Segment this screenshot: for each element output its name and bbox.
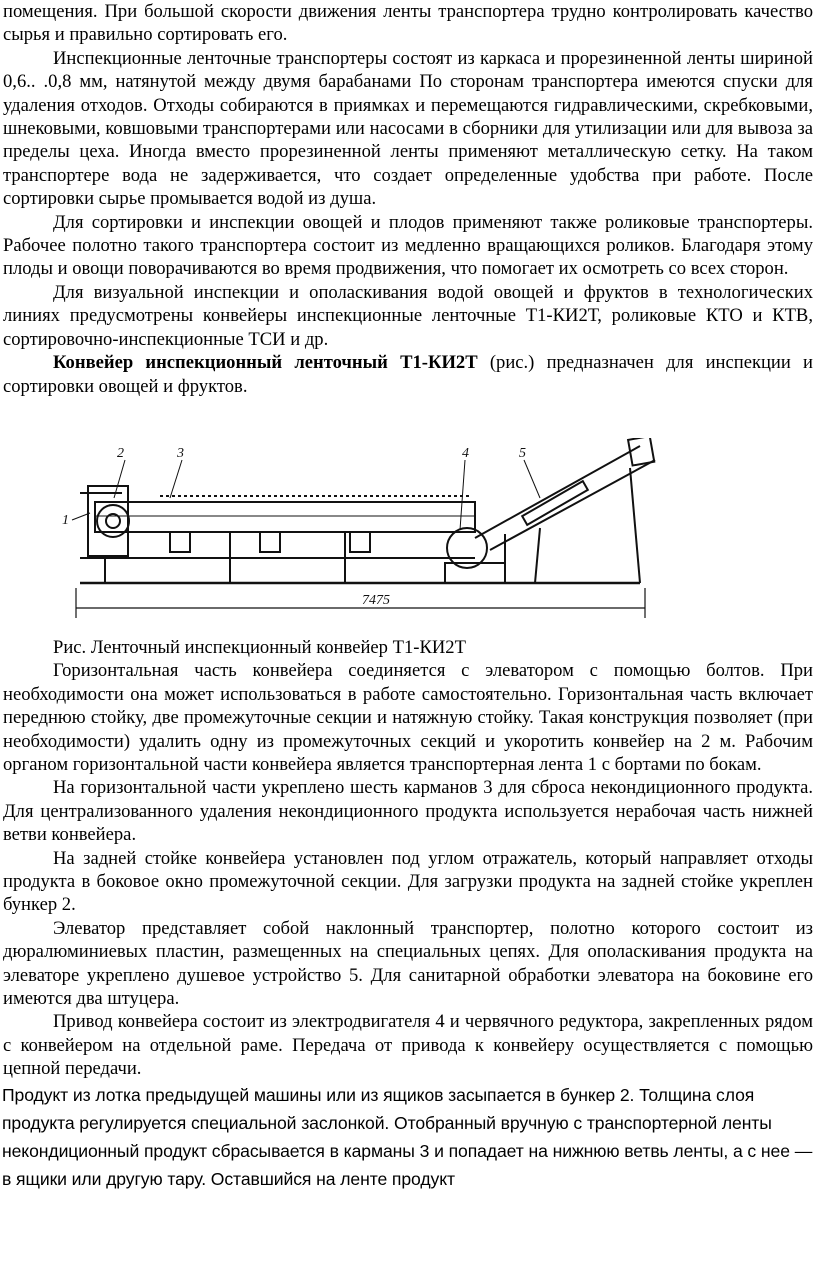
device-name: Конвейер инспекционный ленточный Т1-КИ2Т xyxy=(53,352,478,374)
paragraph: На задней стойке конвейера установлен под углом отражатель, который направляет отходы продукта в боковое окно промежуточной секции. Для загрузки продукта на задней стойке укреплен бункер 2. xyxy=(3,847,813,916)
paragraph: Инспекционные ленточные транспортеры состоят из каркаса и прорезиненной ленты шириной 0,6.. .0,8 мм, натянутой между двумя барабанами По сторонам транспортера имеются спуски для удаления отходов. Отходы собираются в приямках и перемещаются гидравлическими, скребковыми, шнековыми, ковшовыми транспортерами или насосами в сборники для утилизации или для вывоза за пределы цеха. Иногда вместо прорезиненной ленты применяют металлическую сетку. На таком транспортере вода не задерживается, что создает определенные удобства при работе. После сортировки сырье промывается водой из душа. xyxy=(3,47,813,210)
figure-dimension: 7475 xyxy=(362,592,390,608)
paragraph: Привод конвейера состоит из электродвигателя 4 и червячного редуктора, закрепленных рядом с конвейером на отдельной раме. Передача от привода к конвейеру осуществляется с помощью цепной передачи. xyxy=(3,1011,813,1080)
paragraph: Элеватор представляет собой наклонный транспортер, полотно которого состоит из дюралюминиевых пластин, размещенных на специальных цепях. Для ополаскивания продукта на элеваторе укреплено душевое устройство 5. Для санитарной обработки элеватора на боковине его имеются два штуцера. xyxy=(3,917,813,1009)
paragraph: помещения. При большой скорости движения ленты транспортера трудно контролировать качество сырья и правильно сортировать его. xyxy=(3,1,813,46)
device-intro-text: (рис.) предназначен для инспекции и сортировки овощей и фруктов. xyxy=(3,352,813,397)
figure-label-1: 1 xyxy=(62,512,69,528)
paragraph: Для сортировки и инспекции овощей и плодов применяют также роликовые транспортеры. Рабочее полотно такого транспортера состоит из медленно вращающихся роликов. Благодаря этому плоды и овощи поворачиваются во время продвижения, что помогает их осмотреть со всех сторон. xyxy=(3,211,813,280)
conveyor-figure xyxy=(0,438,816,636)
conveyor-drawing xyxy=(0,438,816,636)
paragraph: Для визуальной инспекции и ополаскивания водой овощей и фруктов в технологических линиях предусмотрены конвейеры инспекционные ленточные Т1-КИ2Т, роликовые КТО и КТВ, сортировочно-инспекционные ТСИ и др. xyxy=(3,281,813,350)
paragraph: Горизонтальная часть конвейера соединяется с элеватором с помощью болтов. При необходимости она может использоваться в работе самостоятельно. Горизонтальная часть включает переднюю стойку, две промежуточные секции и натяжную стойку. Такая конструкция позволяет (при необходимости) удалить одну из промежуточных секций и укоротить конвейер на 2 м. Рабочим органом горизонтальной части конвейера является транспортерная лента 1 с бортами по бокам. xyxy=(3,660,813,775)
figure-label-3: 3 xyxy=(177,445,184,461)
paragraph: На горизонтальной части укреплено шесть карманов 3 для сброса некондиционного продукта. Для централизованного удаления некондиционного продукта используется нерабочая часть нижней ветви конвейера. xyxy=(3,777,813,846)
paragraph-device-intro xyxy=(0,351,816,398)
figure-label-5: 5 xyxy=(519,445,526,461)
figure-label-2: 2 xyxy=(117,445,124,461)
paragraph-continued: Продукт из лотка предыдущей машины или из ящиков засыпается в бункер 2. Толщина слоя продукта регулируется специальной заслонкой. Отобранный вручную с транспортерной ленты некондиционный продукт сбрасывается в карманы 3 и попадает на нижнюю ветвь ленты, а с нее — в ящики или другую тару. Оставшийся на ленте продукт xyxy=(2,1084,813,1189)
figure-caption: Рис. Ленточный инспекционный конвейер Т1-КИ2Т xyxy=(53,636,466,658)
figure-label-4: 4 xyxy=(462,445,469,461)
